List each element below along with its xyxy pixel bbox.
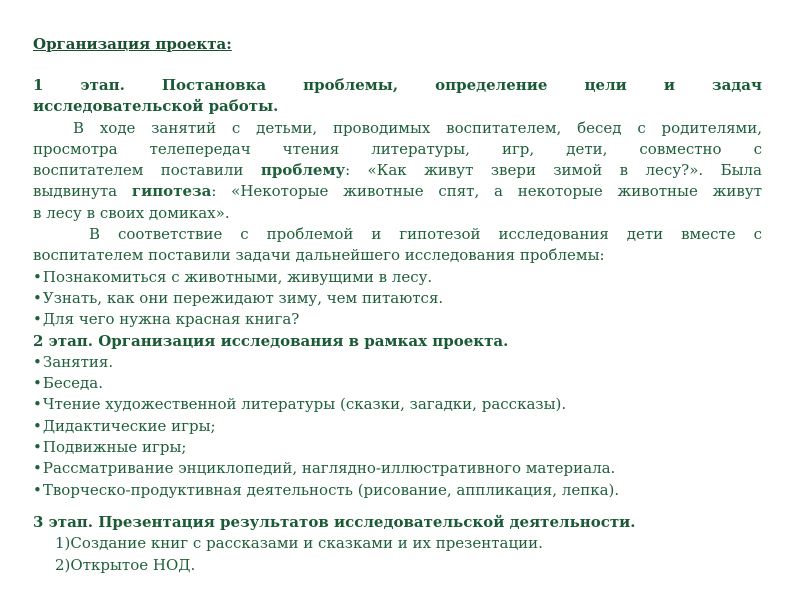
stage-1-heading-line-1: 1 этап. Постановка проблемы, определение цели и задач [33, 76, 762, 94]
activity-item: • Беседа. [33, 373, 762, 394]
task-item: • Для чего нужна красная книга? [33, 309, 762, 330]
paragraph-1-line-4 [33, 181, 762, 202]
activity-item: • Рассматривание энциклопедий, наглядно-иллюстративного материала. [33, 458, 762, 479]
activity-item: • Дидактические игры; [33, 416, 762, 437]
stage-1-heading-line-2: исследовательской работы. [33, 97, 279, 116]
page-title: Организация проекта: [33, 35, 232, 53]
result-item: 1)Создание книг с рассказами и сказками и их презентации. [55, 534, 543, 553]
text-fragment: выдвинута [33, 182, 132, 201]
task-item: • Познакомиться с животными, живущими в лесу. [33, 267, 762, 288]
paragraph-1-line-5: в лесу в своих домиках». [33, 203, 230, 222]
activity-item: • Подвижные игры; [33, 437, 762, 458]
task-item: • Узнать, как они пережидают зиму, чем питаются. [33, 288, 762, 309]
text-fragment: : «Некоторые животные спят, а некоторые животные живут [211, 182, 762, 201]
activity-item: • Творческо-продуктивная деятельность (рисование, аппликация, лепка). [33, 480, 762, 501]
text-fragment: : «Как живут звери зимой в лесу?». Была [345, 161, 762, 180]
stage-3-heading: 3 этап. Презентация результатов исследовательской деятельности. [33, 513, 636, 531]
result-item: 2)Открытое НОД. [55, 555, 196, 574]
activity-item: • Занятия. [33, 352, 762, 373]
activity-item: • Чтение художественной литературы (сказки, загадки, рассказы). [33, 394, 762, 415]
paragraph-2-line-1: В соответствие с проблемой и гипотезой исследования дети вместе с [89, 225, 762, 244]
stage-2-heading: 2 этап. Организация исследования в рамках проекта. [33, 331, 509, 350]
stage-1-section [33, 75, 762, 501]
paragraph-2-line-2: воспитателем поставили задачи дальнейшего исследования проблемы: [33, 246, 605, 265]
paragraph-1-line-2: просмотра телепередач чтения литературы, игр, дети, совместно с [33, 139, 762, 158]
paragraph-1-line-1: В ходе занятий с детьми, проводимых воспитателем, бесед с родителями, [73, 118, 762, 137]
text-fragment: воспитателем поставили [33, 161, 261, 180]
keyword-hypothesis: гипотеза [131, 182, 212, 201]
paragraph-1-line-3 [33, 160, 762, 181]
stage-3-section [33, 512, 762, 576]
keyword-problem: проблему [260, 161, 346, 180]
